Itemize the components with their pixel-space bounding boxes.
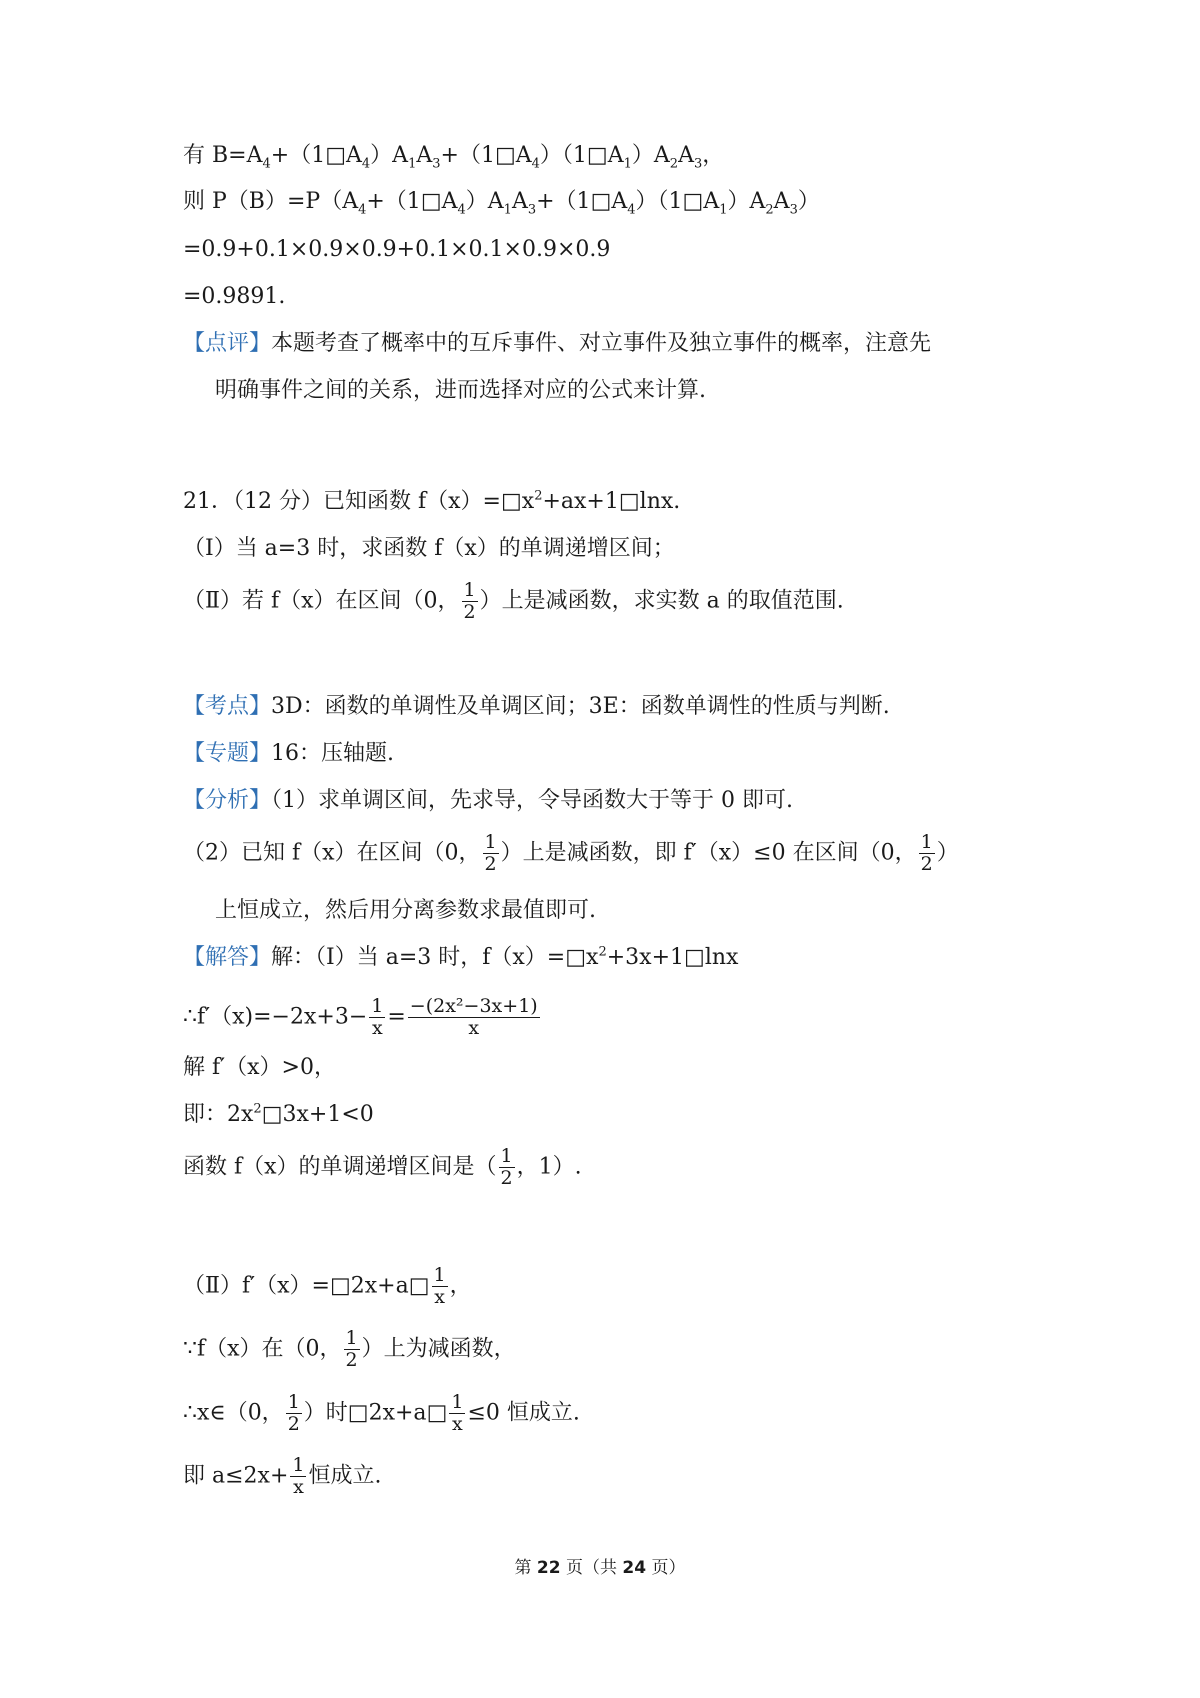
solution-line-2: 则 $P(B)=P(A_4+(1□A_4)A_1A_3+(1□A_4)(1□A_1)A_2A_3)$	[183, 189, 820, 218]
fraction: $\frac{1}{2}$	[463, 579, 476, 623]
answer-line-9: 即 a≤2x+ $\frac{1}{x}$ 恒成立.	[183, 1454, 382, 1498]
fraction: $\frac{1}{2}$	[345, 1327, 358, 1371]
question-21-title: 21．（12 分）已知函数 $f(x)=□x^2+ax+1□\ln x$.	[183, 488, 681, 514]
analysis-line-2: （2）已知 f（x）在区间（0， $\frac{1}{2}$ ）上是减函数，即 f′（x）≤0 在区间（0， $\frac{1}{2}$ ）	[183, 831, 959, 875]
zhuanti-line: 【专题】16：压轴题.	[183, 741, 395, 766]
missing-glyph-box: □	[500, 489, 522, 514]
solution-line-3: =0.9+0.1×0.9×0.9+0.1×0.1×0.9×0.9	[183, 237, 611, 262]
solution-line-1: 有 $B=A_4+(1□A_4)A_1A_3+(1□A_4)(1□A_1)A_2A_3$，	[183, 143, 725, 172]
question-21-part-1: （Ⅰ）当 a=3 时，求函数 f（x）的单调递增区间；	[183, 536, 675, 561]
missing-glyph-box: □	[618, 489, 640, 514]
fraction: $\frac{1}{2}$	[920, 831, 933, 875]
missing-glyph-box: □	[347, 1400, 369, 1426]
answer-tag: 【解答】	[183, 945, 272, 970]
answer-line-2: ∴f′（x)=−2x+3− $\frac{1}{x}$ = $\frac{\text{−(2x²−3x+1)}}{x}$	[183, 995, 538, 1039]
kaodian-tag: 【考点】	[183, 694, 272, 719]
analysis-line-3: 上恒成立，然后用分离参数求最值即可.	[215, 898, 596, 923]
fraction: $\frac{1}{2}$	[287, 1391, 300, 1435]
kaodian-line: 【考点】3D：函数的单调性及单调区间；3E：函数单调性的性质与判断.	[183, 694, 890, 719]
fraction: $\frac{1}{x}$	[451, 1391, 464, 1435]
missing-glyph-box: □	[682, 189, 704, 214]
question-21-part-2: （Ⅱ）若 f（x）在区间（0， $\frac{1}{2}$ ）上是减函数，求实数 a 的取值范围.	[183, 579, 844, 623]
missing-glyph-box: □	[565, 945, 587, 970]
fraction: $\frac{1}{2}$	[500, 1145, 513, 1189]
analysis-tag: 【分析】	[183, 788, 272, 813]
review-tag: 【点评】	[183, 331, 272, 356]
missing-glyph-box: □	[494, 143, 516, 168]
current-page-number: 22	[536, 1558, 561, 1578]
missing-glyph-box: □	[590, 189, 612, 214]
missing-glyph-box: □	[684, 945, 705, 970]
answer-line-8: ∴x∈（0， $\frac{1}{2}$ ）时□2x+a□ $\frac{1}{x}$ ≤0 恒成立.	[183, 1391, 580, 1435]
missing-glyph-box: □	[261, 1102, 283, 1127]
fraction: $\frac{\text{−(2x²−3x+1)}}{x}$	[409, 995, 538, 1039]
total-page-count: 24	[622, 1558, 647, 1578]
fraction: $\frac{1}{x}$	[292, 1454, 305, 1498]
page-footer: 第 22 页（共 24 页）	[514, 1558, 686, 1578]
missing-glyph-box: □	[420, 189, 442, 214]
review-paragraph-cont: 明确事件之间的关系，进而选择对应的公式来计算.	[215, 378, 706, 403]
answer-line-1: 【解答】解：（Ⅰ）当 a=3 时，$f(x)=□x^2+3x+1□\ln x$	[183, 944, 739, 970]
missing-glyph-box: □	[408, 1273, 430, 1299]
answer-line-5: 函数 f（x）的单调递增区间是（ $\frac{1}{2}$ ，1）.	[183, 1145, 582, 1189]
review-paragraph: 【点评】本题考查了概率中的互斥事件、对立事件及独立事件的概率，注意先	[183, 331, 932, 356]
answer-line-7: ∵f（x）在（0， $\frac{1}{2}$ ）上为减函数，	[183, 1327, 516, 1371]
fraction: $\frac{1}{x}$	[433, 1264, 446, 1308]
fraction: $\frac{1}{x}$	[371, 995, 384, 1039]
missing-glyph-box: □	[325, 143, 346, 168]
missing-glyph-box: □	[426, 1400, 448, 1426]
solution-line-4: =0.9891.	[183, 284, 286, 309]
analysis-line-1: 【分析】（1）求单调区间，先求导，令导函数大于等于 0 即可.	[183, 788, 793, 813]
zhuanti-tag: 【专题】	[183, 741, 272, 766]
answer-line-3: 解 f′（x）>0，	[183, 1055, 336, 1080]
missing-glyph-box: □	[586, 143, 608, 168]
answer-line-4: 即：$2x^2□3x+1<0$	[183, 1101, 374, 1127]
fraction: $\frac{1}{2}$	[484, 831, 497, 875]
answer-line-6: （Ⅱ）f′（x）=□2x+a□ $\frac{1}{x}$ ，	[183, 1264, 472, 1308]
missing-glyph-box: □	[329, 1273, 351, 1299]
